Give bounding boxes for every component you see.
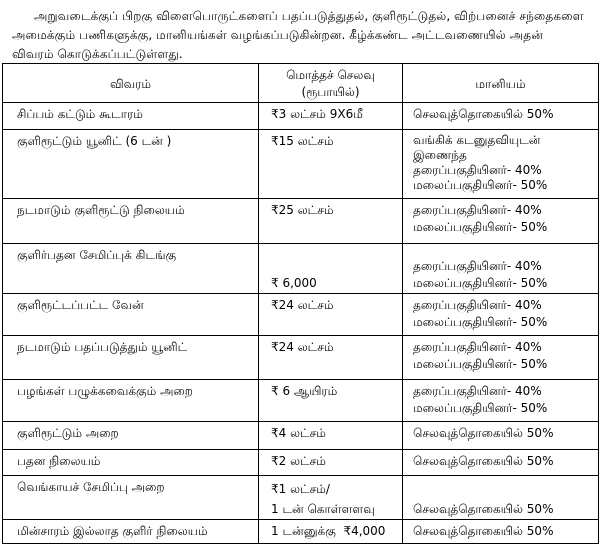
row-item: குளிரூட்டும் அறை bbox=[3, 422, 259, 450]
row-cost bbox=[259, 520, 403, 544]
row-cost bbox=[259, 422, 403, 450]
row-cost-line: ₹ 6,000 bbox=[271, 276, 317, 290]
row-subsidy-line: செலவுத்தொகையில் 50% bbox=[413, 502, 554, 516]
table-row bbox=[3, 520, 599, 544]
intro-paragraph bbox=[0, 0, 600, 62]
row-item: வெங்காயச் சேமிப்பு அறை bbox=[3, 476, 259, 520]
row-cost bbox=[259, 336, 403, 380]
row-subsidy bbox=[403, 130, 599, 199]
table-row bbox=[3, 336, 599, 380]
row-cost-line: ₹2 லட்சம் bbox=[271, 454, 326, 468]
row-cost bbox=[259, 450, 403, 476]
row-subsidy bbox=[403, 336, 599, 380]
row-subsidy bbox=[403, 294, 599, 336]
row-cost-line: ₹4 லட்சம் bbox=[271, 426, 326, 440]
row-cost-line: ₹24 லட்சம் bbox=[271, 298, 334, 312]
intro-text: அறுவடைக்குப் பிறகு விளைபொருட்களைப் பதப்படுத்துதல், குளிரூட்டுதல், விற்பனைச் சந்தைகளை அமைக்கும் பணிகளுக்கு, மானியங்கள் வழங்கப்படுகின்றன. கீழ்க்கண்ட அட்டவணையில் அதன் விவரம் கொடுக்கப்பட்டுள்ளது. bbox=[12, 9, 584, 61]
row-subsidy-line: மலைப்பகுதியினர்- 50% bbox=[413, 401, 548, 415]
row-cost-line: ₹25 லட்சம் bbox=[271, 203, 334, 217]
row-cost-line: ₹ 6 ஆயிரம் bbox=[271, 384, 338, 398]
row-cost bbox=[259, 199, 403, 244]
row-cost-line: ₹3 லட்சம் 9X6மீ bbox=[271, 107, 363, 121]
row-cost bbox=[259, 103, 403, 130]
row-subsidy-line: தரைப்பகுதியினர்- 40% bbox=[413, 203, 542, 217]
row-item: குளிர்பதன சேமிப்புக் கிடங்கு bbox=[3, 244, 259, 294]
row-cost-line: ₹1 லட்சம்/ bbox=[271, 482, 330, 496]
row-cost-line: 1 டன்னுக்கு ₹4,000 bbox=[271, 524, 386, 538]
row-cost-line: 1 டன் கொள்ளளவு bbox=[271, 502, 375, 516]
table-row bbox=[3, 130, 599, 199]
row-cost bbox=[259, 380, 403, 422]
row-item: பழங்கள் பழுக்கவைக்கும் அறை bbox=[3, 380, 259, 422]
header-subsidy: மானியம் bbox=[403, 64, 599, 103]
row-item: சிப்பம் கட்டும் கூடாரம் bbox=[3, 103, 259, 130]
row-cost bbox=[259, 244, 403, 294]
row-subsidy bbox=[403, 380, 599, 422]
row-cost bbox=[259, 476, 403, 520]
row-subsidy-line: மலைப்பகுதியினர்- 50% bbox=[413, 315, 548, 329]
row-subsidy-line: மலைப்பகுதியினர்- 50% bbox=[413, 220, 548, 234]
row-item: மின்சாரம் இல்லாத குளிர் நிலையம் bbox=[3, 520, 259, 544]
row-subsidy bbox=[403, 476, 599, 520]
row-subsidy-line: செலவுத்தொகையில் 50% bbox=[413, 454, 554, 468]
row-subsidy bbox=[403, 520, 599, 544]
row-subsidy-line: மலைப்பகுதியினர்- 50% bbox=[413, 357, 548, 371]
table-row bbox=[3, 103, 599, 130]
row-subsidy-line: தரைப்பகுதியினர்- 40% bbox=[413, 163, 542, 177]
table-row bbox=[3, 476, 599, 520]
row-subsidy-line: செலவுத்தொகையில் 50% bbox=[413, 524, 554, 538]
subsidy-table bbox=[2, 63, 599, 544]
table-row bbox=[3, 199, 599, 244]
table-row bbox=[3, 380, 599, 422]
row-item: குளிரூட்டப்பட்ட வேன் bbox=[3, 294, 259, 336]
row-subsidy-line: தரைப்பகுதியினர்- 40% bbox=[413, 259, 542, 273]
row-subsidy-line: தரைப்பகுதியினர்- 40% bbox=[413, 340, 542, 354]
table-row bbox=[3, 450, 599, 476]
row-cost-line: ₹24 லட்சம் bbox=[271, 340, 334, 354]
row-subsidy-line: செலவுத்தொகையில் 50% bbox=[413, 107, 554, 121]
row-subsidy bbox=[403, 103, 599, 130]
row-item: பதன நிலையம் bbox=[3, 450, 259, 476]
row-subsidy bbox=[403, 244, 599, 294]
row-subsidy bbox=[403, 450, 599, 476]
table-row bbox=[3, 294, 599, 336]
row-subsidy-line: செலவுத்தொகையில் 50% bbox=[413, 426, 554, 440]
row-subsidy bbox=[403, 422, 599, 450]
row-item: குளிரூட்டும் யூனிட் (6 டன் ) bbox=[3, 130, 259, 199]
row-subsidy bbox=[403, 199, 599, 244]
header-cost-line2: (ரூபாயில்) bbox=[301, 85, 360, 99]
row-subsidy-line: தரைப்பகுதியினர்- 40% bbox=[413, 298, 542, 312]
row-cost bbox=[259, 130, 403, 199]
row-subsidy-line: மலைப்பகுதியினர்- 50% bbox=[413, 276, 548, 290]
header-cost-line1: மொத்தச் செலவு bbox=[286, 68, 375, 82]
row-cost-line: ₹15 லட்சம் bbox=[271, 134, 334, 148]
row-subsidy-line: தரைப்பகுதியினர்- 40% bbox=[413, 384, 542, 398]
row-item: நடமாடும் பதப்படுத்தும் யூனிட் bbox=[3, 336, 259, 380]
row-cost bbox=[259, 294, 403, 336]
row-subsidy-line: மலைப்பகுதியினர்- 50% bbox=[413, 178, 548, 192]
header-item: விவரம் bbox=[3, 64, 259, 103]
row-subsidy-line: இணைந்த bbox=[413, 148, 467, 162]
row-item: நடமாடும் குளிரூட்டு நிலையம் bbox=[3, 199, 259, 244]
table-row bbox=[3, 244, 599, 294]
row-subsidy-line: வங்கிக் கடனுதவியுடன் bbox=[413, 133, 541, 147]
header-cost bbox=[259, 64, 403, 103]
table-header-row bbox=[3, 64, 599, 103]
table-row bbox=[3, 422, 599, 450]
